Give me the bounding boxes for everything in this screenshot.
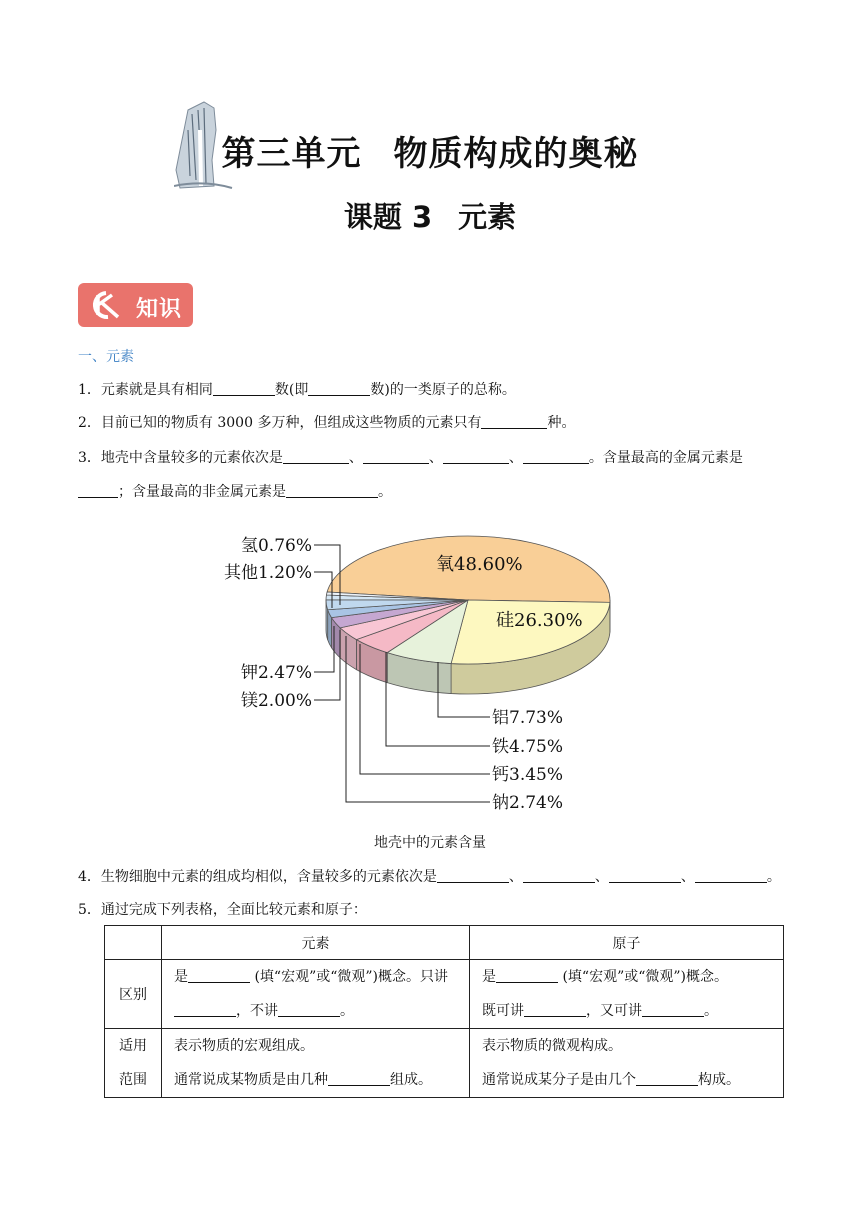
pie-label-钠: 钠2.74% — [492, 793, 564, 813]
pie-label-铁: 铁4.75% — [492, 737, 564, 757]
answer-blank[interactable] — [283, 449, 349, 464]
element-scope-cell: 表示物质的宏观组成。 通常说成某物质是由几种 组成。 — [162, 1029, 470, 1098]
table-corner-cell — [105, 926, 162, 960]
crust-elements-pie-chart — [200, 520, 660, 820]
pie-label-氢: 氢0.76% — [240, 536, 312, 556]
answer-blank[interactable] — [286, 483, 378, 498]
section-heading: 一、元素 — [78, 349, 134, 365]
atom-scope-cell: 表示物质的微观构成。 通常说成某分子是由几个 构成。 — [470, 1029, 784, 1098]
pie-label-钾: 钾2.47% — [240, 663, 312, 683]
answer-blank[interactable] — [213, 381, 275, 396]
answer-blank[interactable] — [523, 868, 595, 883]
question-3-line-2: ；含量最高的非金属元素是 。 — [78, 482, 392, 502]
atom-difference-cell: 是 (填“宏观”或“微观”)概念。 既可讲 ，又可讲 。 — [470, 960, 784, 1029]
answer-blank[interactable] — [78, 483, 118, 498]
answer-blank[interactable] — [496, 968, 558, 983]
answer-blank[interactable] — [609, 868, 681, 883]
answer-blank[interactable] — [328, 1071, 390, 1086]
column-header-element: 元素 — [162, 926, 470, 960]
row-label-difference: 区别 — [105, 960, 162, 1029]
question-1: 1．元素就是具有相同 数(即 数)的一类原子的总称。 — [78, 382, 516, 398]
question-5: 5．通过完成下列表格，全面比较元素和原子： — [78, 902, 367, 918]
chart-caption: 地壳中的元素含量 — [374, 835, 486, 851]
unit-title-name: 物质构成的奥秘 — [393, 134, 639, 174]
answer-blank[interactable] — [308, 381, 370, 396]
k-logo-icon — [84, 289, 128, 321]
pie-label-其他: 其他1.20% — [223, 563, 312, 583]
table-header-row — [105, 926, 784, 960]
knowledge-badge — [78, 283, 193, 327]
element-difference-cell: 是 (填“宏观”或“微观”)概念。只讲 ，不讲 。 — [162, 960, 470, 1029]
table-row-scope — [105, 1029, 784, 1098]
lesson-number: 课题 3 — [343, 200, 433, 234]
question-3-line-1: 3．地壳中含量较多的元素依次是 、 、 、 。含量最高的金属元素是 — [78, 450, 743, 466]
row-label-scope: 适用 范围 — [105, 1029, 162, 1098]
knowledge-badge-label: 知识 — [136, 297, 183, 322]
answer-blank[interactable] — [642, 1002, 704, 1017]
pie-label-铝: 铝7.73% — [492, 708, 564, 728]
answer-blank[interactable] — [363, 449, 429, 464]
unit-title-number: 第三单元 — [221, 134, 362, 174]
answer-blank[interactable] — [636, 1071, 698, 1086]
answer-blank[interactable] — [524, 1002, 586, 1017]
table-row-difference — [105, 960, 784, 1029]
column-header-atom: 原子 — [470, 926, 784, 960]
lesson-name: 元素 — [458, 200, 517, 234]
question-4: 4．生物细胞中元素的组成均相似，含量较多的元素依次是 、 、 、 。 — [78, 869, 781, 885]
comparison-table — [104, 925, 784, 1098]
lesson-title — [0, 195, 860, 236]
unit-title — [0, 126, 860, 175]
answer-blank[interactable] — [278, 1002, 340, 1017]
answer-blank[interactable] — [443, 449, 509, 464]
answer-blank[interactable] — [481, 414, 547, 429]
pie-label-钙: 钙3.45% — [492, 765, 564, 785]
answer-blank[interactable] — [437, 868, 509, 883]
pie-label-镁: 镁2.00% — [240, 691, 312, 711]
pie-label-硅: 硅26.30% — [496, 610, 583, 631]
pie-label-氧: 氧48.60% — [436, 554, 523, 575]
answer-blank[interactable] — [174, 1002, 236, 1017]
answer-blank[interactable] — [523, 449, 589, 464]
answer-blank[interactable] — [188, 968, 250, 983]
question-2: 2．目前已知的物质有 3000 多万种，但组成这些物质的元素只有 种。 — [78, 415, 576, 431]
answer-blank[interactable] — [695, 868, 767, 883]
